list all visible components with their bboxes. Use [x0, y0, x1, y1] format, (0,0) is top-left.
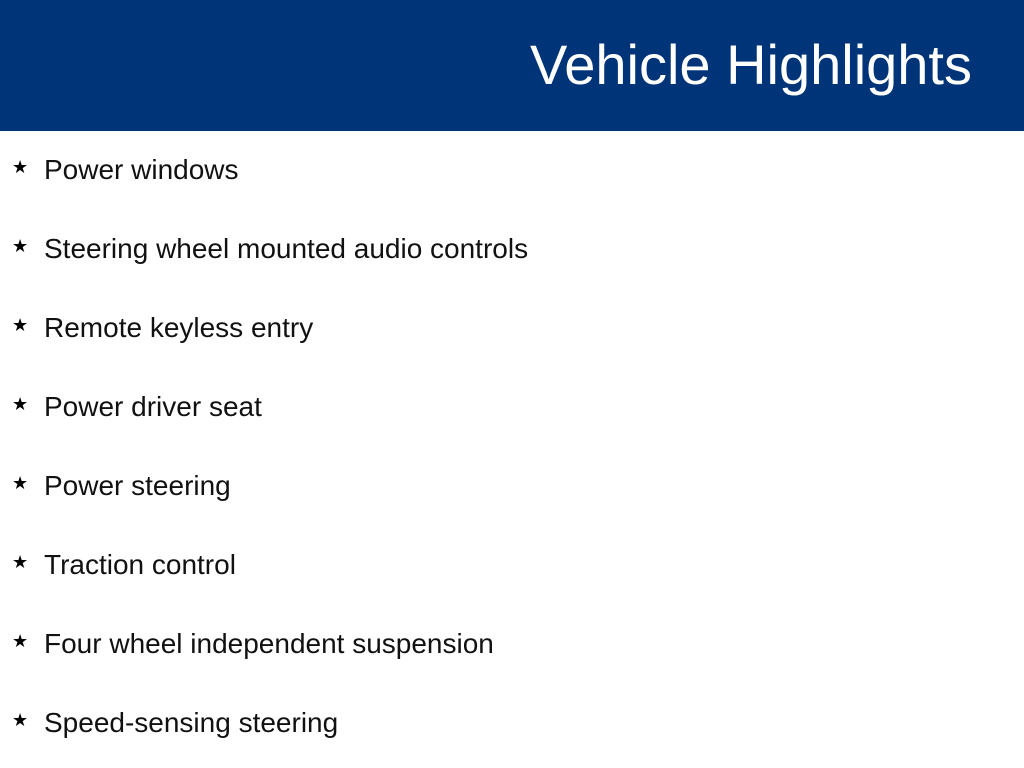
list-item-label: Traction control — [44, 549, 236, 580]
star-icon: ★ — [12, 394, 29, 415]
list-item-label: Remote keyless entry — [44, 312, 314, 343]
star-icon: ★ — [12, 473, 29, 494]
star-icon: ★ — [12, 710, 29, 731]
title-banner — [0, 0, 1024, 131]
list-item-label: Steering wheel mounted audio controls — [44, 233, 529, 264]
list-item-label: Power driver seat — [44, 391, 262, 422]
list-item-label: Four wheel independent suspension — [44, 628, 494, 659]
list-item-label: Speed-sensing steering — [44, 707, 339, 738]
star-icon: ★ — [12, 631, 29, 652]
page-title: Vehicle Highlights — [529, 33, 972, 96]
list-item-label: Power steering — [44, 470, 231, 501]
star-icon: ★ — [12, 552, 29, 573]
star-icon: ★ — [12, 157, 29, 178]
star-icon: ★ — [12, 236, 29, 257]
star-icon: ★ — [12, 315, 29, 336]
list-item-label: Power windows — [44, 154, 239, 185]
